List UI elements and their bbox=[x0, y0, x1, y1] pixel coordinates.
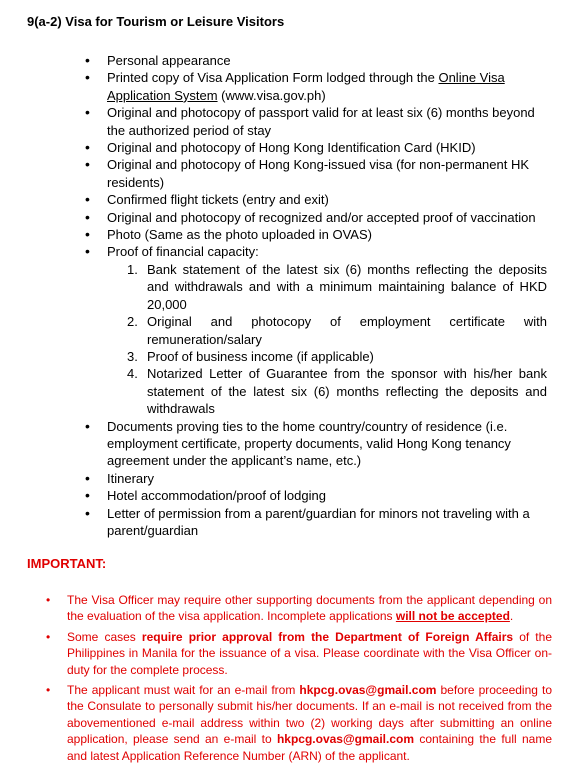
important-heading: IMPORTANT: bbox=[27, 556, 107, 571]
email-link[interactable]: hkpcg.ovas@gmail.com bbox=[276, 732, 415, 747]
numbered-item: 1. Bank statement of the latest six (6) months reflecting the deposits and withdrawals and with a minimum maintaining balance of HKD 20,000 bbox=[127, 261, 547, 312]
list-item: • Original and photocopy of Hong Kong-issued visa (for non-permanent HK residents) bbox=[85, 156, 547, 191]
numbered-item: 4. Notarized Letter of Guarantee from the sponsor with his/her bank statement of the latest six (6) months reflecting the deposits and withdrawals bbox=[127, 366, 547, 417]
note-item: • The Visa Officer may require other supporting documents from the applicant depending on the evaluation of the visa application. Incomplete applications will not be accepted. bbox=[46, 592, 552, 625]
list-item: • Confirmed flight tickets (entry and exit) bbox=[85, 191, 547, 208]
numbered-item: 3. Proof of business income (if applicable) bbox=[127, 348, 374, 364]
list-item: • Original and photocopy of passport valid for at least six (6) months beyond the authorized period of stay bbox=[85, 104, 547, 139]
online-visa-link[interactable]: Online Visa Application System bbox=[107, 70, 505, 103]
requirements-list bbox=[85, 52, 547, 539]
list-item: • Photo (Same as the photo uploaded in OVAS) bbox=[85, 226, 547, 243]
financial-capacity-list bbox=[127, 261, 547, 418]
list-item: • Documents proving ties to the home country/country of residence (i.e. employment certificate, property documents, valid Hong Kong tenancy agreement under the applicant’s name, etc.) bbox=[85, 418, 547, 470]
list-item: • Itinerary bbox=[85, 470, 547, 487]
list-item: • Printed copy of Visa Application Form lodged through the Online Visa Application System (www.visa.gov.ph) bbox=[85, 69, 547, 104]
important-notes-list bbox=[46, 592, 552, 768]
list-item: • Proof of financial capacity: 1. Bank statement of the latest six (6) months reflecting the deposits and withdrawals and with a minimum maintaining balance of HKD 20,000 2. Original and photocopy of employment certificate with remuneration/salary 3. Proof of business income (if applicable) 4. Notarized Letter of Guarantee from the sponsor with his/her bank statement of the latest six (6) months reflecting the deposits and withdrawals bbox=[85, 243, 547, 417]
email-link[interactable]: hkpcg.ovas@gmail.com bbox=[299, 683, 437, 698]
list-item: • Hotel accommodation/proof of lodging bbox=[85, 487, 547, 504]
list-item: • Original and photocopy of Hong Kong Identification Card (HKID) bbox=[85, 139, 547, 156]
list-item: • Letter of permission from a parent/guardian for minors not traveling with a parent/guardian bbox=[85, 505, 547, 540]
list-item: • Personal appearance bbox=[85, 52, 547, 69]
section-title: 9(a-2) Visa for Tourism or Leisure Visitors bbox=[27, 14, 285, 29]
list-item: • Original and photocopy of recognized and/or accepted proof of vaccination bbox=[85, 209, 547, 226]
numbered-item: 2. Original and photocopy of employment certificate with remuneration/salary bbox=[127, 314, 547, 347]
note-item: • The applicant must wait for an e-mail from hkpcg.ovas@gmail.com before proceeding to the Consulate to personally submit his/her documents. If an e-mail is not received from the abovementioned e-mail address within two (2) working days after submitting an online application, please send an e-mail to hkpcg.ovas@gmail.com containing the full name and latest Application Reference Number (ARN) of the applicant. bbox=[46, 682, 552, 764]
note-item: • Some cases require prior approval from the Department of Foreign Affairs of the Philippines in Manila for the issuance of a visa. Please coordinate with the Visa Officer on-duty for the complete process. bbox=[46, 629, 552, 678]
